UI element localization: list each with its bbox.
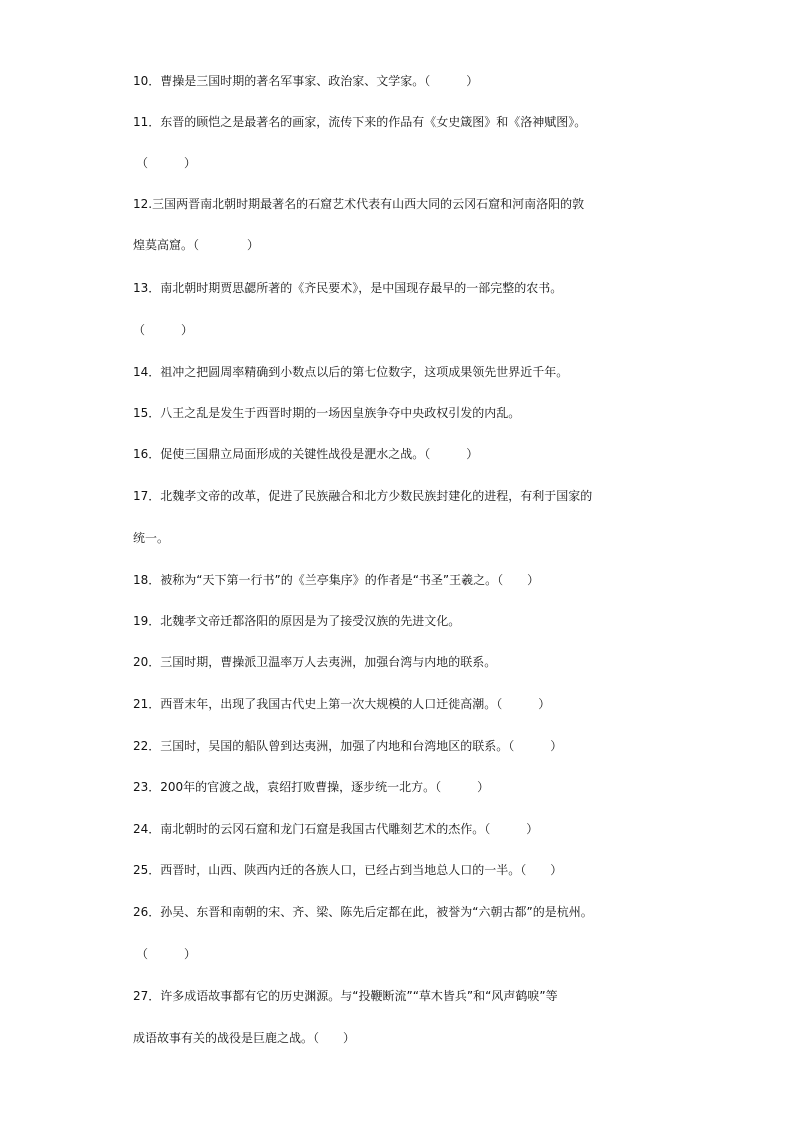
question-27-line-1: 27．许多成语故事都有它的历史渊源。与“投鞭断流”“草木皆兵”和“风声鹤唳”等	[133, 989, 558, 1003]
question-10-line-1: 10．曹操是三国时期的著名军事家、政治家、文学家。（ ）	[133, 74, 479, 88]
question-13-line-1: 13．南北朝时期贾思勰所著的《齐民要术》，是中国现存最早的一部完整的农书。	[133, 281, 563, 295]
question-11-line-1: 11．东晋的顾恺之是最著名的画家，流传下来的作品有《女史箴图》和《洛神赋图》。	[133, 115, 587, 129]
question-17-line-2: 统一。	[133, 531, 170, 545]
question-19-line-1: 19．北魏孝文帝迁都洛阳的原因是为了接受汉族的先进文化。	[133, 614, 461, 628]
question-26-line-2: （ ）	[136, 947, 197, 961]
question-20-line-1: 20．三国时期，曹操派卫温率万人去夷洲，加强台湾与内地的联系。	[133, 655, 497, 669]
question-15-line-1: 15．八王之乱是发生于西晋时期的一场因皇族争夺中央政权引发的内乱。	[133, 406, 521, 420]
question-25-line-1: 25．西晋时，山西、陕西内迁的各族人口，已经占到当地总人口的一半。（ ）	[133, 863, 563, 877]
question-16-line-1: 16．促使三国鼎立局面形成的关键性战役是淝水之战。（ ）	[133, 447, 479, 461]
question-14-line-1: 14．祖冲之把圆周率精确到小数点以后的第七位数字，这项成果领先世界近千年。	[133, 365, 569, 379]
question-21-line-1: 21．西晋末年，出现了我国古代史上第一次大规模的人口迁徙高潮。（ ）	[133, 697, 551, 711]
question-12-line-2: 煌莫高窟。（ ）	[133, 238, 260, 252]
question-23-line-1: 23．200年的官渡之战，袁绍打败曹操，逐步统一北方。（ ）	[133, 780, 490, 794]
question-13-line-2: （ ）	[133, 323, 194, 337]
question-27-line-2: 成语故事有关的战役是巨鹿之战。（ ）	[133, 1031, 356, 1045]
question-12-line-1: 12.三国两晋南北朝时期最著名的石窟艺术代表有山西大同的云冈石窟和河南洛阳的敦	[133, 197, 585, 211]
question-17-line-1: 17．北魏孝文帝的改革，促进了民族融合和北方少数民族封建化的进程，有利于国家的	[133, 489, 593, 503]
question-24-line-1: 24．南北朝时的云冈石窟和龙门石窟是我国古代雕刻艺术的杰作。（ ）	[133, 822, 539, 836]
question-22-line-1: 22．三国时，吴国的船队曾到达夷洲，加强了内地和台湾地区的联系。（ ）	[133, 739, 563, 753]
question-26-line-1: 26．孙吴、东晋和南朝的宋、齐、梁、陈先后定都在此，被誉为“六朝古都”的是杭州。	[133, 905, 593, 919]
question-18-line-1: 18．被称为“天下第一行书”的《兰亭集序》的作者是“书圣”王羲之。（ ）	[133, 573, 540, 587]
question-11-line-2: （ ）	[136, 156, 197, 170]
